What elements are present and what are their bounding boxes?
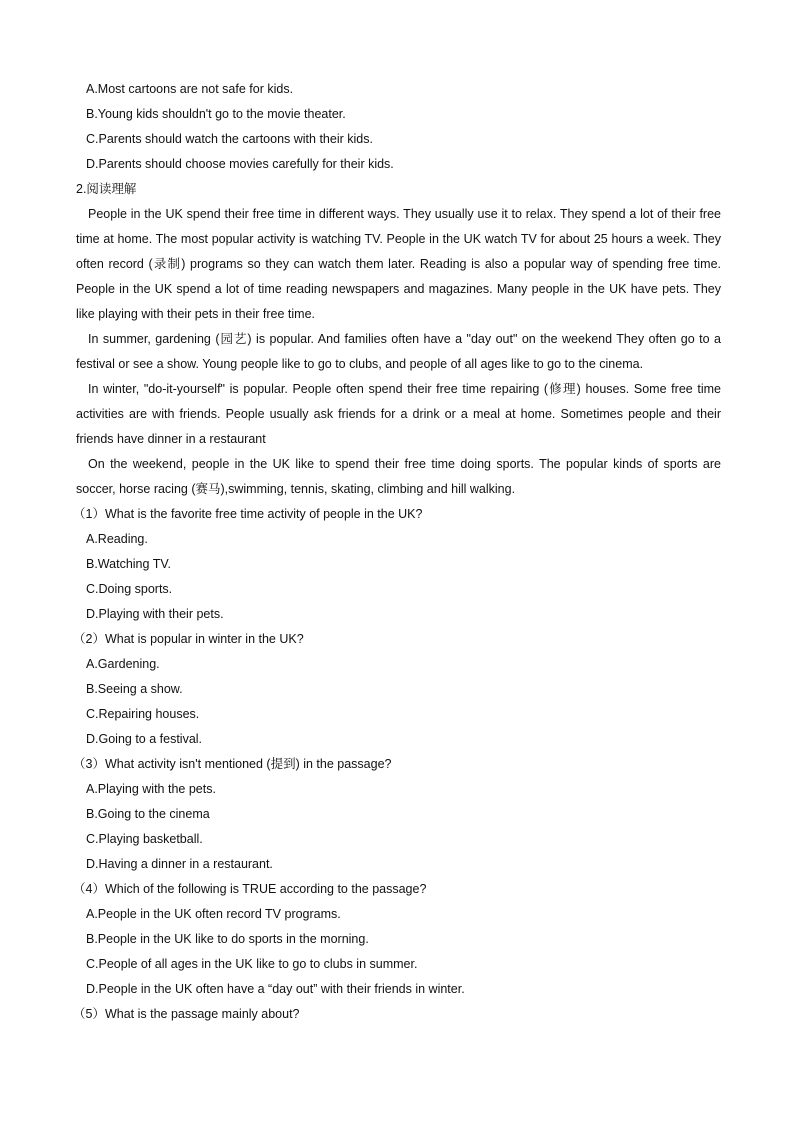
section-heading: 2.阅读理解 bbox=[76, 182, 137, 196]
option-a: A.Reading. bbox=[86, 532, 148, 546]
passage-paragraph-1: People in the UK spend their free time in different ways. They usually use it to relax. They spend a lot of their free time at home. The most popular activity is watching TV. People in the UK watch TV for about 25 hours a week. They often record (录制) programs so they can watch them later. Reading is also a popular way of spending free time. People in the UK spend a lot of time reading newspapers and magazines. Many people in the UK have pets. They like playing with their pets in their free time. bbox=[76, 207, 721, 321]
document-content bbox=[73, 77, 721, 1027]
option-d: D.People in the UK often have a “day out” with their friends in winter. bbox=[86, 982, 465, 996]
question-stem: （5）What is the passage mainly about? bbox=[73, 1007, 300, 1021]
question-stem: （1）What is the favorite free time activity of people in the UK? bbox=[73, 507, 423, 521]
option-c: C.Repairing houses. bbox=[86, 707, 200, 721]
option-d: D.Going to a festival. bbox=[86, 732, 203, 746]
option-b: B.People in the UK like to do sports in the morning. bbox=[86, 932, 369, 946]
question-5 bbox=[73, 1002, 721, 1027]
option-a: A.Most cartoons are not safe for kids. bbox=[86, 82, 294, 96]
reading-passage bbox=[76, 202, 721, 502]
passage-paragraph-3: In winter, "do-it-yourself" is popular. People often spend their free time repairing (修理) houses. Some free time activities are with friends. People usually ask friends for a drink or a meal at home. Sometimes people and their friends have dinner in a restaurant bbox=[76, 382, 721, 446]
question-3 bbox=[73, 752, 721, 877]
option-b: B.Watching TV. bbox=[86, 557, 171, 571]
previous-question-options bbox=[76, 77, 721, 177]
option-d: D.Parents should choose movies carefully for their kids. bbox=[86, 157, 394, 171]
option-b: B.Young kids shouldn't go to the movie theater. bbox=[86, 107, 346, 121]
option-c: C.People of all ages in the UK like to go to clubs in summer. bbox=[86, 957, 418, 971]
question-4 bbox=[73, 877, 721, 1002]
option-d: D.Having a dinner in a restaurant. bbox=[86, 857, 273, 871]
question-2 bbox=[73, 627, 721, 752]
option-b: B.Going to the cinema bbox=[86, 807, 210, 821]
option-c: C.Playing basketball. bbox=[86, 832, 203, 846]
question-stem: （3）What activity isn't mentioned (提到) in the passage? bbox=[73, 757, 392, 771]
option-d: D.Playing with their pets. bbox=[86, 607, 224, 621]
passage-paragraph-4: On the weekend, people in the UK like to spend their free time doing sports. The popular kinds of sports are soccer, horse racing (赛马),swimming, tennis, skating, climbing and hill walking. bbox=[76, 457, 721, 496]
question-stem: （2）What is popular in winter in the UK? bbox=[73, 632, 304, 646]
option-c: C.Doing sports. bbox=[86, 582, 173, 596]
passage-paragraph-2: In summer, gardening (园艺) is popular. And families often have a "day out" on the weekend They often go to a festival or see a show. Young people like to go to clubs, and people of all ages like to go to the cinema. bbox=[76, 332, 721, 371]
option-a: A.Gardening. bbox=[86, 657, 160, 671]
option-a: A.People in the UK often record TV programs. bbox=[86, 907, 341, 921]
question-stem: （4）Which of the following is TRUE according to the passage? bbox=[73, 882, 427, 896]
option-b: B.Seeing a show. bbox=[86, 682, 183, 696]
option-a: A.Playing with the pets. bbox=[86, 782, 216, 796]
option-c: C.Parents should watch the cartoons with their kids. bbox=[86, 132, 373, 146]
question-1 bbox=[73, 502, 721, 627]
